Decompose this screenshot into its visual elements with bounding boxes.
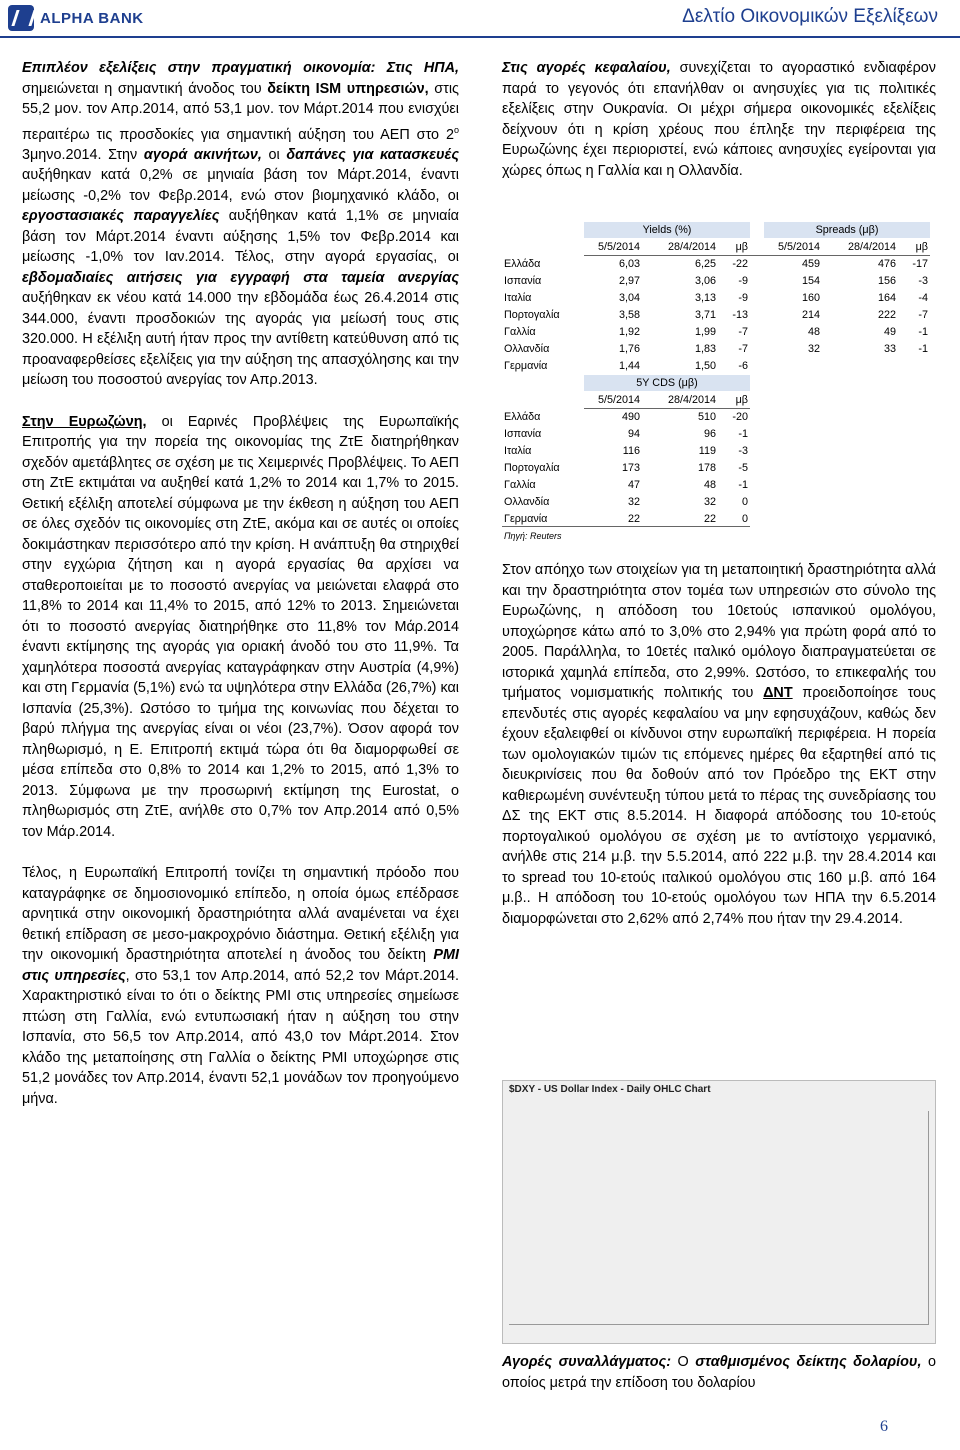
cds-current: 94 bbox=[627, 428, 640, 440]
dxy-chart bbox=[502, 1080, 936, 1344]
yield-current: 1,92 bbox=[618, 326, 640, 338]
table-row bbox=[502, 324, 932, 341]
yield-current: 1,44 bbox=[618, 360, 640, 372]
commission-paragraph: Τέλος, η Ευρωπαϊκή Επιτροπή τονίζει τη σημαντική πρόοδο που καταγράφηκε σε δημοσιονομικό επίπεδο, η οποία όμως επέδρασε αρνητικά στην οικονομική δραστηριότητα αλλά αναμένεται να έχει θετική επίδραση σε μεσο-μακροχρόνιο διάστημα. Θετική εξέλιξη για την οικονομική δραστηριότητα αποτελεί η άνοδος του δείκτη PMI στις υπηρεσίες, στο 53,1 τον Απρ.2014, από 52,2 τον Μάρτ.2014. Χαρακτηριστικό είναι το ότι ο δείκτης PMI στις υπηρεσίες σημείωσε πτώση στη Γαλλία, ενώ εντυπωσιακή ήταν η αύξηση του στην Ισπανία, στο 56,5 τον Απρ.2014, από 43,0 τον Μάρτ.2014. Στον κλάδο της μεταποίησης στη Γαλλία ο δείκτης PMI υποχώρησε στις 51,2 μονάδες τον Απρ.2014, έναντι 52,1 μονάδων τον προηγούμενο μήνα. bbox=[22, 865, 460, 1107]
spread-change: -3 bbox=[918, 275, 928, 287]
cds-row bbox=[502, 426, 932, 443]
spread-previous: 33 bbox=[883, 343, 896, 355]
dxy-chart-title: $DXY - US Dollar Index - Daily OHLC Chart bbox=[509, 1084, 711, 1095]
country-label: Ιταλία bbox=[504, 445, 532, 457]
right-column-top bbox=[502, 58, 936, 202]
page-number: 6 bbox=[880, 1418, 888, 1435]
table-column-headers: 5/5/2014 28/4/2014 μβ 5/5/2014 28/4/2014 μβ bbox=[597, 241, 928, 253]
country-label: Γερμανία bbox=[504, 360, 548, 372]
country-label: Ισπανία bbox=[504, 275, 542, 287]
table-row bbox=[502, 358, 932, 375]
left-column bbox=[22, 58, 459, 1130]
country-label: Γερμανία bbox=[504, 513, 548, 525]
yield-previous: 1,99 bbox=[694, 326, 716, 338]
yield-current: 3,04 bbox=[618, 292, 640, 304]
table-row bbox=[502, 307, 932, 324]
cds-previous: 178 bbox=[697, 462, 716, 474]
country-label: Ολλανδία bbox=[504, 343, 550, 355]
country-label: Ελλάδα bbox=[504, 411, 541, 423]
alpha-bank-logo bbox=[8, 4, 144, 32]
country-label: Πορτογαλία bbox=[504, 462, 560, 474]
cds-header: 5Y CDS (μβ) bbox=[584, 375, 750, 391]
spread-current: 214 bbox=[801, 309, 820, 321]
yields-header: Yields (%) bbox=[584, 222, 750, 238]
cds-row bbox=[502, 494, 932, 511]
yield-previous: 3,13 bbox=[694, 292, 716, 304]
spread-current: 48 bbox=[807, 326, 820, 338]
cds-change: -1 bbox=[738, 428, 748, 440]
capital-markets-paragraph: Στις αγορές κεφαλαίου, συνεχίζεται το αγοραστικό ενδιαφέρον παρά το γεγονός ότι επανήλθαν οι ανησυχίες για τις πολιτικές εξελίξεις στην Ουκρανία. Οι μέχρι σήμερα οικονομικές εξελίξεις δείχνουν ότι η κρίση χρέους που έπληξε την περιφέρεια της Ευρωζώνης έχει περιοριστεί, ενώ κάποιες ανησυχίες εγείρονται για χώρες όπως η Γαλλία και η Ολλανδία. bbox=[502, 60, 936, 179]
table-row bbox=[502, 256, 932, 273]
cds-current: 173 bbox=[621, 462, 640, 474]
country-label: Γαλλία bbox=[504, 479, 536, 491]
spread-previous: 476 bbox=[877, 258, 896, 270]
cds-change: -1 bbox=[738, 479, 748, 491]
country-label: Ολλανδία bbox=[504, 496, 550, 508]
yield-change: -7 bbox=[738, 326, 748, 338]
yield-current: 6,03 bbox=[618, 258, 640, 270]
cds-previous: 22 bbox=[703, 513, 716, 525]
yield-previous: 6,25 bbox=[694, 258, 716, 270]
country-label: Γαλλία bbox=[504, 326, 536, 338]
spread-change: -1 bbox=[918, 326, 928, 338]
us-economy-paragraph: Επιπλέον εξελίξεις στην πραγματική οικονομία: Στις ΗΠΑ, σημειώνεται η σημαντική άνοδος του δείκτη ISM υπηρεσιών, στις 55,2 μον. τον Απρ.2014, από 53,1 μον. τον Μάρτ.2014 που ενισχύει περαιτέρω τις προσδοκίες για σημαντική αύξηση του ΑΕΠ στο $2^o$ 3μηνο.2014. Στην αγορά ακινήτων, οι δαπάνες για κατασκευές αυξήθηκαν κατά 0,2% σε μηνιαία βάση τον Μάρτ.2014, έναντι μείωσης -0,2% τον Φεβρ.2014, ενώ στον βιομηχανικό κλάδο, οι εργοστασιακές παραγγελίες αυξήθηκαν κατά 1,1% σε μηνιαία βάση τον Μάρτ.2014 έναντι αύξησης 1,5% τον Φεβρ.2014 και μείωσης -1,0% τον Ιαν.2014. Τέλος, στην αγορά εργασίας, οι εβδομαδιαίες αιτήσεις για εγγραφή στα ταμεία ανεργίας αυξήθηκαν εκ νέου κατά 14.000 την εβδομάδα έως 26.4.2014 στις 344.000, έναντι προσδοκιών της αγοράς για μείωσή τους στις 320.000. Η εξέλιξη αυτή ήταν προς την αντίθετη κατεύθυνση από τις προαναφερθείσες εξελίξεις για την αύξηση της απασχόλησης και την μείωση του ποσοστού ανεργίας τον Απρ.2013. bbox=[22, 60, 460, 389]
cds-previous: 48 bbox=[703, 479, 716, 491]
fx-paragraph: Αγορές συναλλάγματος: Ο σταθμισμένος δείκτης δολαρίου, ο οποίος μετρά την επίδοση του δολαρίου bbox=[502, 1354, 936, 1391]
spread-change: -4 bbox=[918, 292, 928, 304]
bulletin-title: Δελτίο Οικονομικών Εξελίξεων bbox=[682, 6, 938, 27]
spread-change: -7 bbox=[918, 309, 928, 321]
table-source: Πηγή: Reuters bbox=[504, 531, 562, 541]
spread-change: -17 bbox=[912, 258, 928, 270]
cds-row bbox=[502, 460, 932, 477]
dxy-chart-y-axis bbox=[928, 1111, 929, 1325]
yield-current: 2,97 bbox=[618, 275, 640, 287]
eurozone-paragraph: Στην Ευρωζώνη, οι Εαρινές Προβλέψεις της Ευρωπαϊκής Επιτροπής για την πορεία της οικονομίας της ΖτΕ διατηρήθηκαν σχεδόν αμετάβλητες σε σχέση με τις Χειμερινές Προβλέψεις. Το ΑΕΠ στη ΖτΕ εκτιμάται να αυξηθεί κατά 1,2% το 2014 και 1,7% το 2015. Θετική εξέλιξη αποτελεί σύμφωνα με την έκθεση η αύξηση του ΑΕΠ σε όλες σχεδόν τις οικονομίες στη ΖτΕ, ακόμα και σε αυτές οι οποίες δοκιμάστηκαν περισσότερο από την κρίση. Η ανάπτυξη θα στηριχθεί στην εγχώρια ζήτηση και η αγορά εργασίας θα αρχίσει να σταθεροποιείται με το ποσοστό ανεργίας να μειώνεται ελαφρά στο 11,8% το 2014 και 11,4% το 2015, από 12% το 2013. Σημειώνεται ότι το ποσοστό ανεργίας διατηρήθηκε στο 11,8% τον Μάρ.2014 έναντι εκτίμησης της αγοράς για οριακή άνοδό του στο 11,9%. Τα χαμηλότερα ποσοστά ανεργίας καταγράφηκαν στην Αυστρία (4,9%) και στη Γερμανία (5,1%) ενώ τα υψηλότερα στην Ελλάδα (26,7%) και Ισπανία (25,3%). Ωστόσο το τμήμα της κοινωνίας που δέχεται το βαρύ πλήγμα της ανεργίας είναι οι νέοι (23,7%). Όσον αφορά τον πληθωρισμό, η Ε. Επιτροπή εκτιμά τώρα ότι θα διαμορφωθεί σε μέσα επίπεδα στο 0,8% το 2014 και 1,2% το 2015, από 1,3% το 2013. Σύμφωνα με την προσωρινή εκτίμηση της Eurostat, ο πληθωρισμός στη ΖτΕ, ανήλθε στο 0,7% τον Απρ.2014 από 0,5% τον Μάρ.2014. bbox=[22, 413, 459, 840]
cds-previous: 119 bbox=[698, 445, 716, 457]
country-label: Ισπανία bbox=[504, 428, 542, 440]
yield-change: -13 bbox=[732, 309, 748, 321]
table-bottom-rule bbox=[502, 526, 750, 527]
cds-current: 22 bbox=[627, 513, 640, 525]
cds-column-headers: 5/5/2014 28/4/2014 μβ bbox=[597, 394, 748, 406]
spreads-header: Spreads (μβ) bbox=[764, 222, 930, 238]
dxy-chart-x-axis bbox=[509, 1324, 929, 1325]
yield-previous: 1,83 bbox=[694, 343, 716, 355]
country-label: Ελλάδα bbox=[504, 258, 541, 270]
yield-change: -7 bbox=[738, 343, 748, 355]
table-row bbox=[502, 341, 932, 358]
spread-previous: 156 bbox=[877, 275, 896, 287]
cds-row bbox=[502, 443, 932, 460]
cds-current: 116 bbox=[622, 445, 640, 457]
cds-current: 47 bbox=[627, 479, 640, 491]
spread-change: -1 bbox=[918, 343, 928, 355]
brand-name: ALPHA BANK bbox=[40, 9, 144, 27]
spread-current: 32 bbox=[807, 343, 820, 355]
yield-change: -9 bbox=[738, 275, 748, 287]
right-column-bottom bbox=[502, 1352, 936, 1414]
yield-previous: 1,50 bbox=[694, 360, 716, 372]
yield-change: -22 bbox=[732, 258, 748, 270]
yield-previous: 3,06 bbox=[694, 275, 716, 287]
spread-previous: 164 bbox=[877, 292, 896, 304]
cds-previous: 96 bbox=[703, 428, 716, 440]
yield-current: 1,76 bbox=[618, 343, 640, 355]
country-label: Πορτογαλία bbox=[504, 309, 560, 321]
table-row bbox=[502, 290, 932, 307]
yield-change: -9 bbox=[738, 292, 748, 304]
header-divider bbox=[0, 36, 960, 38]
cds-current: 490 bbox=[621, 411, 640, 423]
cds-change: -5 bbox=[738, 462, 748, 474]
cds-change: -3 bbox=[738, 445, 748, 457]
page-header bbox=[0, 0, 960, 40]
cds-change: 0 bbox=[741, 513, 748, 525]
cds-previous: 510 bbox=[697, 411, 716, 423]
spread-current: 154 bbox=[801, 275, 820, 287]
yield-change: -6 bbox=[738, 360, 748, 372]
right-column-middle bbox=[502, 560, 936, 950]
country-label: Ιταλία bbox=[504, 292, 532, 304]
yield-previous: 3,71 bbox=[694, 309, 716, 321]
bond-markets-paragraph: Στον απόηχο των στοιχείων για τη μεταποιητική δραστηριότητα αλλά και την δραστηριότητα στον τομέα των υπηρεσιών στο σύνολο της Ευρωζώνης, η απόδοση του 10ετούς ισπανικού ομολόγου, υποχώρησε κάτω από το 3,0% στο 2,94% για πρώτη φορά από το 2005. Παράλληλα, το 10ετές ιταλικό ομόλογο διαπραγματεύεται σε ιστορικά χαμηλά επίπεδα, στο 2,99%. Ωστόσο, το επικεφαλής του τμήματος νομισματικής πολιτικής του ΔΝΤ προειδοποίησε τους επενδυτές στις αγορές κεφαλαίου να μην εφησυχάζουν, καθώς δεν έχουν εξαλειφθεί οι κίνδυνοι στην ευρωπαϊκή περιφέρεια. Η πορεία των ομολογιακών τιμών τις επόμενες ημέρες θα εξαρτηθεί από τις διευκρινίσεις που θα δοθούν από τον Πρόεδρο της ΕΚΤ στην καθιερωμένη συνέντευξη τύπου μετά το πέρας της συνεδρίασης του ΔΣ της ΕΚΤ στις 8.5.2014. Η διαφορά απόδοσης του 10-ετούς πορτογαλικού ομολόγου σε σχέση με το αντίστοιχο γερμανικό, ανήλθε στις 214 μ.β. την 5.5.2014, από 222 μ.β. την 28.4.2014 και το spread του 10-ετούς ιταλικού ομολόγου στις 160 μ.β. από 164 μ.β.. Η απόδοση του 10-ετούς ομολόγου των ΗΠΑ την 6.5.2014 διαμορφώνεται στο 2,62% από 2,74% που ήταν την 29.4.2014. bbox=[502, 562, 936, 927]
yield-current: 3,58 bbox=[618, 309, 640, 321]
spread-current: 459 bbox=[801, 258, 820, 270]
table-row bbox=[502, 273, 932, 290]
spread-current: 160 bbox=[801, 292, 820, 304]
cds-previous: 32 bbox=[703, 496, 716, 508]
alpha-bank-logo-icon bbox=[8, 5, 34, 31]
cds-change: 0 bbox=[741, 496, 748, 508]
spread-previous: 49 bbox=[883, 326, 896, 338]
cds-current: 32 bbox=[627, 496, 640, 508]
spread-previous: 222 bbox=[877, 309, 896, 321]
cds-change: -20 bbox=[732, 411, 748, 423]
cds-row bbox=[502, 409, 932, 426]
cds-row bbox=[502, 477, 932, 494]
bond-yields-table bbox=[502, 222, 932, 544]
